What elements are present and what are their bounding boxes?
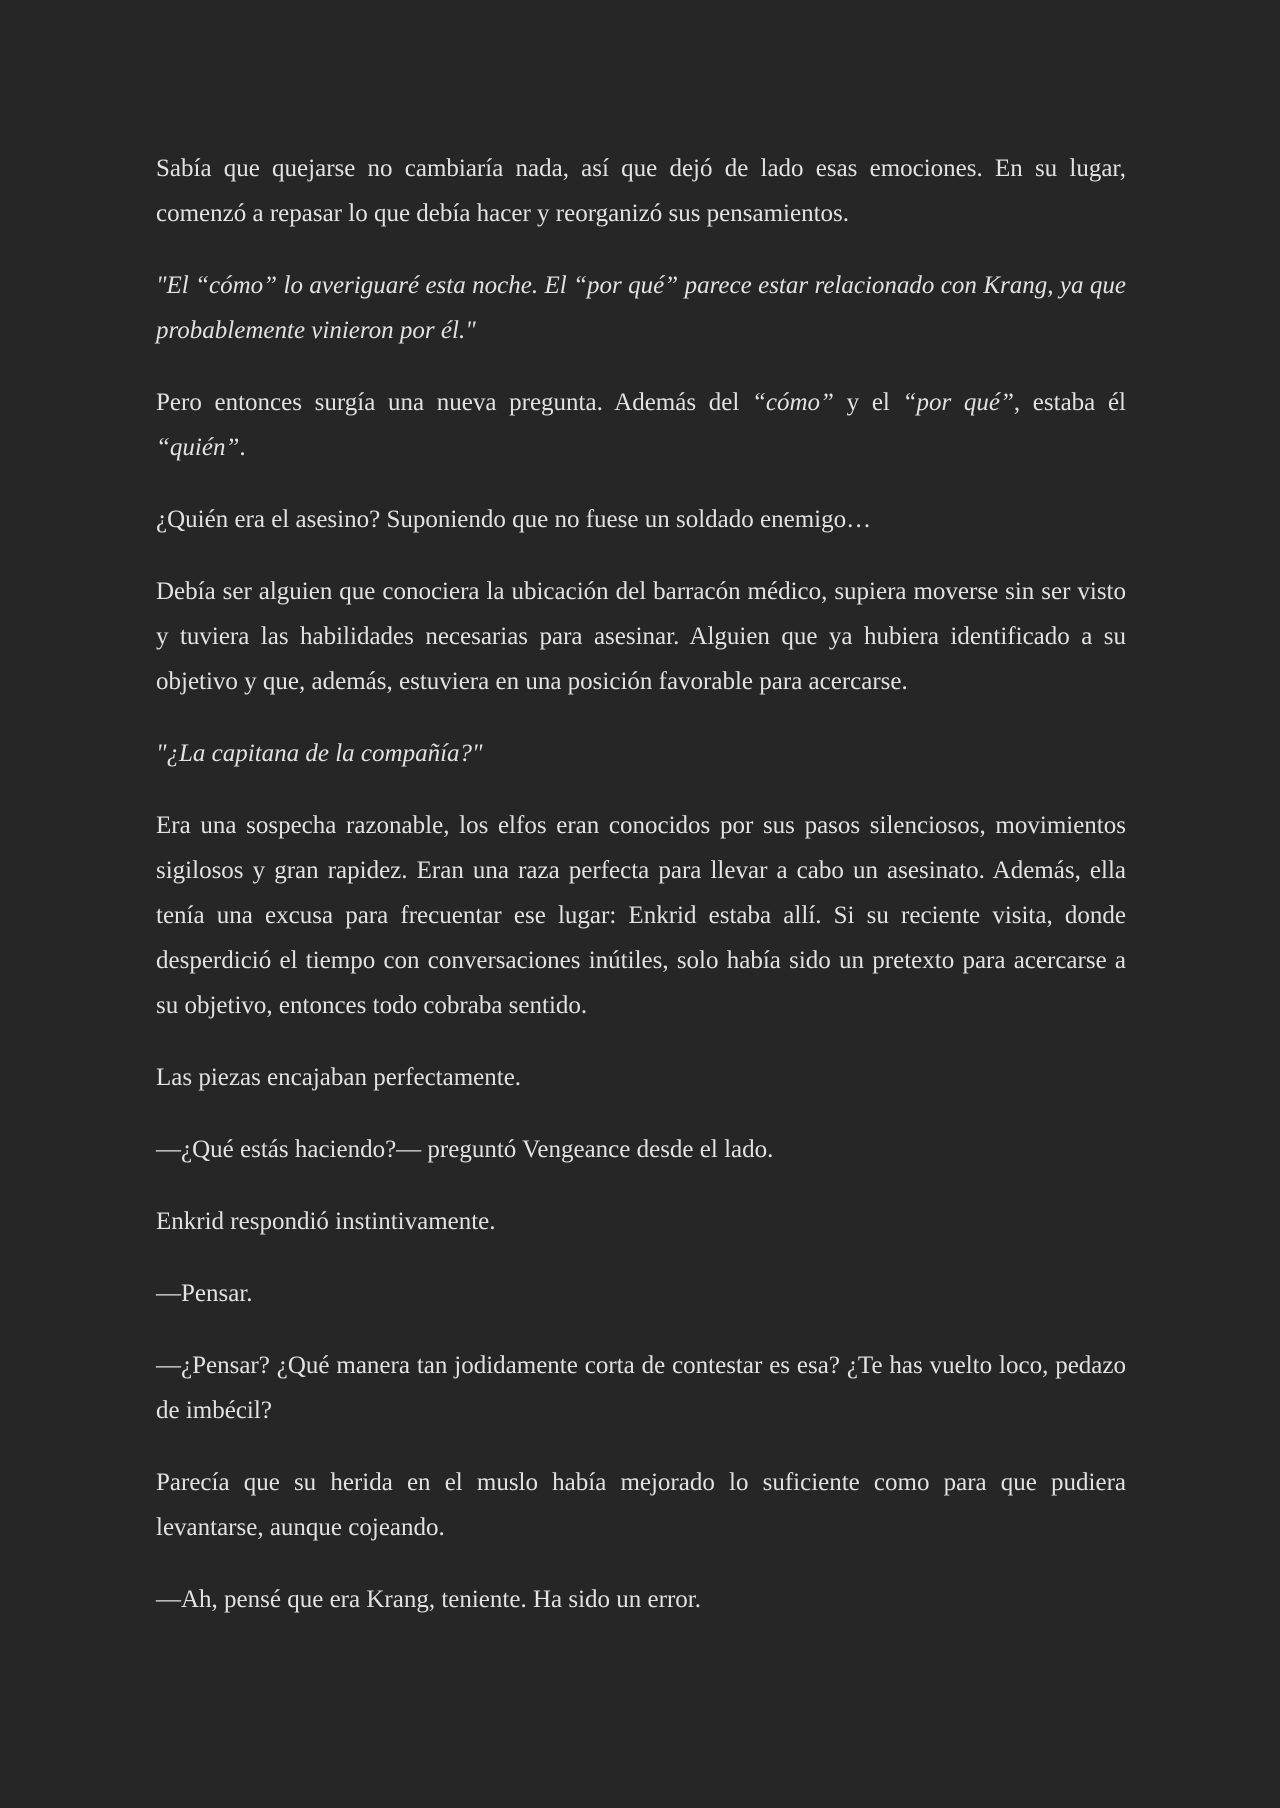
paragraph	[156, 1271, 1126, 1316]
text-run: .	[239, 434, 246, 461]
text-run: Enkrid respondió instintivamente.	[156, 1208, 496, 1235]
text-run: , estaba él	[1013, 389, 1126, 416]
text-run: —Pensar.	[156, 1280, 253, 1307]
text-run: Pero entonces surgía una nueva pregunta. Además del	[156, 389, 752, 416]
text-run: Parecía que su herida en el muslo había mejorado lo suficiente como para que pudiera levantarse, aunque cojeando.	[156, 1469, 1126, 1541]
text-run: "¿La capitana de la compañía?"	[156, 740, 483, 767]
paragraph	[156, 1460, 1126, 1550]
paragraph	[156, 1577, 1126, 1622]
text-run: ¿Quién era el asesino? Suponiendo que no fuese un soldado enemigo…	[156, 506, 872, 533]
paragraph	[156, 1055, 1126, 1100]
paragraph	[156, 1343, 1126, 1433]
text-run: —¿Pensar? ¿Qué manera tan jodidamente corta de contestar es esa? ¿Te has vuelto loco, pedazo de imbécil?	[156, 1352, 1126, 1424]
text-run: Sabía que quejarse no cambiaría nada, así que dejó de lado esas emociones. En su lugar, comenzó a repasar lo que debía hacer y reorganizó sus pensamientos.	[156, 155, 1126, 227]
paragraph	[156, 380, 1126, 470]
paragraph	[156, 497, 1126, 542]
paragraph	[156, 803, 1126, 1028]
paragraph	[156, 731, 1126, 776]
text-run: —Ah, pensé que era Krang, teniente. Ha sido un error.	[156, 1586, 701, 1613]
text-run: —¿Qué estás haciendo?— preguntó Vengeance desde el lado.	[156, 1136, 774, 1163]
paragraph	[156, 146, 1126, 236]
text-run: Debía ser alguien que conociera la ubicación del barracón médico, supiera moverse sin ser visto y tuviera las habilidades necesarias para asesinar. Alguien que ya hubiera identificado a su objetivo y que, además, estuviera en una posición favorable para acercarse.	[156, 578, 1126, 695]
text-run: Las piezas encajaban perfectamente.	[156, 1064, 522, 1091]
text-run: “cómo”	[751, 389, 834, 416]
paragraph	[156, 569, 1126, 704]
text-run: “quién”	[156, 434, 240, 461]
paragraph	[156, 1127, 1126, 1172]
paragraph	[156, 263, 1126, 353]
text-run: y el	[833, 389, 903, 416]
text-run: Era una sospecha razonable, los elfos eran conocidos por sus pasos silenciosos, movimientos sigilosos y gran rapidez. Eran una raza perfecta para llevar a cabo un asesinato. Además, ella tenía una excusa para frecuentar ese lugar: Enkrid estaba allí. Si su reciente visita, donde desperdició el tiempo con conversaciones inútiles, solo había sido un pretexto para acercarse a su objetivo, entonces todo cobraba sentido.	[156, 812, 1126, 1019]
reader-content	[156, 146, 1126, 1622]
text-run: “por qué”	[902, 389, 1014, 416]
paragraph	[156, 1199, 1126, 1244]
text-run: "El “cómo” lo averiguaré esta noche. El “por qué” parece estar relacionado con Krang, ya que probablemente vinieron por él."	[156, 272, 1126, 344]
